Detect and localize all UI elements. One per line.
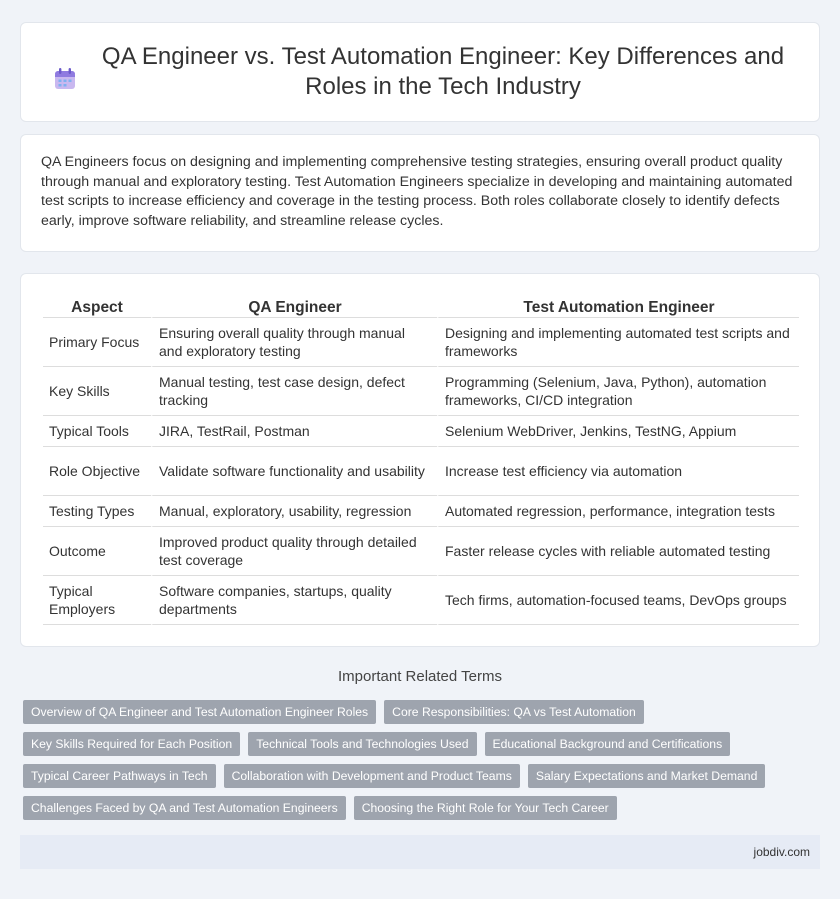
footer-site-link[interactable]: jobdiv.com: [753, 845, 810, 859]
table-row: [43, 527, 799, 576]
related-term-tag[interactable]: Core Responsibilities: QA vs Test Automation: [384, 700, 644, 724]
row-automation-value: Faster release cycles with reliable automated testing: [437, 527, 799, 576]
page-title: QA Engineer vs. Test Automation Engineer: Key Differences and Roles in the Tech Industry: [101, 43, 785, 100]
footer: [20, 835, 820, 869]
row-qa-value: Validate software functionality and usability: [151, 447, 437, 496]
row-qa-value: Manual, exploratory, usability, regression: [151, 496, 437, 527]
comparison-table: [43, 294, 799, 625]
column-header-test-automation-engineer: Test Automation Engineer: [437, 294, 799, 318]
calendar-icon: [52, 66, 78, 92]
row-qa-value: Improved product quality through detailed test coverage: [151, 527, 437, 576]
table-row: [43, 496, 799, 527]
related-term-tag[interactable]: Educational Background and Certifications: [485, 732, 731, 756]
column-header-qa-engineer: QA Engineer: [151, 294, 437, 318]
row-aspect: Key Skills: [43, 367, 151, 416]
row-qa-value: JIRA, TestRail, Postman: [151, 416, 437, 447]
related-term-tag[interactable]: Salary Expectations and Market Demand: [528, 764, 766, 788]
comparison-table-card: [20, 273, 820, 647]
table-row: [43, 318, 799, 367]
header-card: [20, 22, 820, 122]
table-row: [43, 416, 799, 447]
row-aspect: Typical Employers: [43, 576, 151, 625]
related-term-tag[interactable]: Key Skills Required for Each Position: [23, 732, 240, 756]
related-term-tag[interactable]: Overview of QA Engineer and Test Automation Engineer Roles: [23, 700, 376, 724]
related-term-tag[interactable]: Technical Tools and Technologies Used: [248, 732, 476, 756]
related-term-tag[interactable]: Typical Career Pathways in Tech: [23, 764, 216, 788]
row-aspect: Primary Focus: [43, 318, 151, 367]
related-term-tag[interactable]: Choosing the Right Role for Your Tech Career: [354, 796, 617, 820]
table-header-row: [43, 294, 799, 318]
related-terms-list: [23, 700, 823, 828]
row-qa-value: Ensuring overall quality through manual and exploratory testing: [151, 318, 437, 367]
row-aspect: Outcome: [43, 527, 151, 576]
row-automation-value: Programming (Selenium, Java, Python), automation frameworks, CI/CD integration: [437, 367, 799, 416]
table-row: [43, 367, 799, 416]
table-row: [43, 576, 799, 625]
row-automation-value: Tech firms, automation-focused teams, DevOps groups: [437, 576, 799, 625]
related-terms-title: Important Related Terms: [338, 668, 502, 685]
row-automation-value: Automated regression, performance, integration tests: [437, 496, 799, 527]
row-automation-value: Designing and implementing automated test scripts and frameworks: [437, 318, 799, 367]
row-qa-value: Manual testing, test case design, defect tracking: [151, 367, 437, 416]
row-automation-value: Selenium WebDriver, Jenkins, TestNG, Appium: [437, 416, 799, 447]
row-aspect: Testing Types: [43, 496, 151, 527]
related-term-tag[interactable]: Challenges Faced by QA and Test Automation Engineers: [23, 796, 346, 820]
row-qa-value: Software companies, startups, quality departments: [151, 576, 437, 625]
row-aspect: Typical Tools: [43, 416, 151, 447]
intro-text: QA Engineers focus on designing and implementing comprehensive testing strategies, ensuring overall product quality through manual and exploratory testing. Test Automation Engineers specialize in developing and maintaining automated test scripts to increase efficiency and coverage in the testing process. Both roles collaborate closely to identify defects early, improve software reliability, and streamline release cycles.: [41, 154, 793, 230]
table-row: [43, 447, 799, 496]
intro-card: [20, 134, 820, 252]
column-header-aspect: Aspect: [43, 294, 151, 318]
row-automation-value: Increase test efficiency via automation: [437, 447, 799, 496]
row-aspect: Role Objective: [43, 447, 151, 496]
related-term-tag[interactable]: Collaboration with Development and Product Teams: [224, 764, 520, 788]
